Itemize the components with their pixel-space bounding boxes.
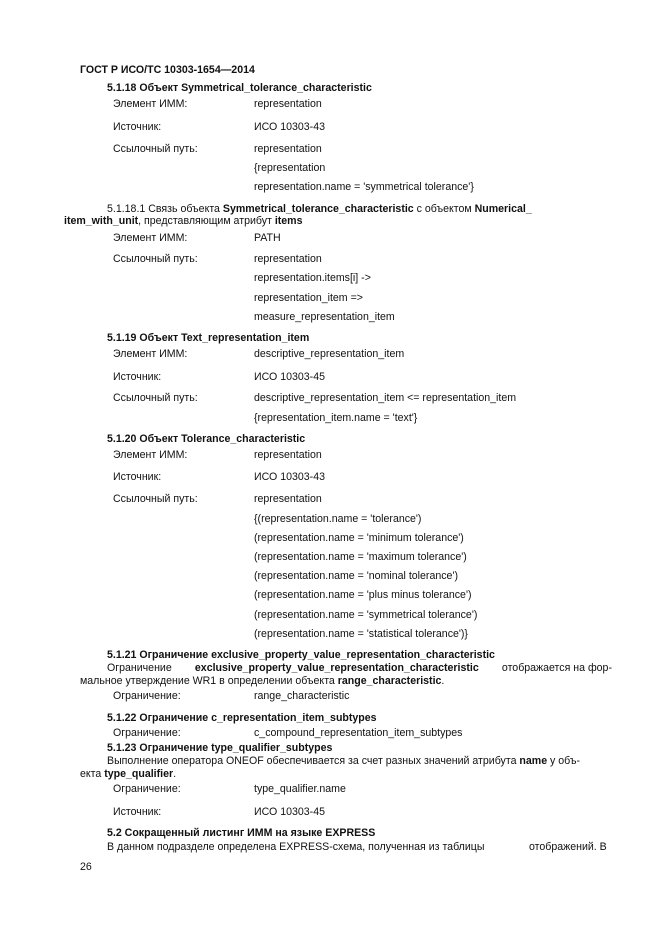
field-label: Ссылочный путь: [113,143,198,155]
field-label: Источник: [113,806,162,818]
field-value: ИСО 10303-45 [254,806,325,818]
page-number: 26 [80,861,92,873]
ref-path-line: measure_representation_item [254,311,395,323]
ref-path-line: representation.name = 'symmetrical tolerance'} [254,181,474,193]
ref-path-line: (representation.name = 'maximum tolerance') [254,551,467,563]
ref-path-line: representation [254,143,322,155]
field-value: type_qualifier.name [254,783,346,795]
ref-path-line: representation [254,253,322,265]
field-label: Элемент ИММ: [113,232,188,244]
paragraph-line [80,768,176,781]
field-label: Ограничение: [113,727,181,739]
field-label: Источник: [113,371,162,383]
field-label: Источник: [113,471,162,483]
paragraph-line [80,675,444,688]
section-heading-5-2: 5.2 Сокращенный листинг ИММ на языке EXPRESS [107,827,376,839]
field-label: Элемент ИММ: [113,449,188,461]
ref-path-line: (representation.name = 'statistical tolerance')} [254,628,468,640]
ref-path-line: (representation.name = 'nominal tolerance') [254,570,458,582]
ref-path-line: {representation_item.name = 'text'} [254,412,418,424]
para-text: Выполнение оператора ONEOF обеспечивается за счет разных значений атрибута [107,755,520,767]
field-label: Ссылочный путь: [113,392,198,404]
para-attribute: name [519,755,548,767]
field-value: PATH [254,232,281,244]
subsection-intro-cont [64,215,303,228]
para-entity: type_qualifier [104,768,174,780]
section-heading-5-1-19: 5.1.19 Объект Text_representation_item [107,332,310,344]
intro-text: 5.1.18.1 Связь объекта [107,203,223,215]
paragraph-line [107,755,580,768]
para-entity: range_characteristic [337,675,442,687]
section-heading-5-1-18: 5.1.18 Объект Symmetrical_tolerance_characteristic [107,82,372,94]
para-text: у объ- [547,755,581,767]
field-label: Источник: [113,121,162,133]
field-label: Элемент ИММ: [113,98,188,110]
para-text: . [441,675,445,687]
ref-path-line: (representation.name = 'minimum tolerance') [254,532,464,544]
document-header: ГОСТ Р ИСО/ТС 10303-1654—2014 [80,64,255,76]
field-value: representation [254,449,322,461]
section-heading-5-1-21: 5.1.21 Ограничение exclusive_property_value_representation_characteristic [107,649,495,661]
field-value: descriptive_representation_item [254,348,405,360]
intro-entity: Numerical_ [474,203,532,215]
intro-text: с объектом [413,203,475,215]
field-label: Ограничение: [113,690,181,702]
paragraph-line: отображений. В [529,841,607,853]
para-text: Ограничение [107,662,172,674]
ref-path-line: representation.items[i] -> [254,272,371,284]
para-text: мальное утверждение WR1 в определении объекта [80,675,338,687]
intro-entity: item_with_unit [64,215,139,227]
field-value: ИСО 10303-43 [254,471,325,483]
section-heading-5-1-22: 5.1.22 Ограничение c_representation_item_subtypes [107,712,377,724]
field-label: Ограничение: [113,783,181,795]
ref-path-line: descriptive_representation_item <= representation_item [254,392,517,404]
para-text: екта [80,768,105,780]
field-value: representation [254,98,322,110]
para-entity: exclusive_property_value_representation_characteristic [194,662,479,674]
paragraph-line: В данном подразделе определена EXPRESS-схема, полученная из таблицы [107,841,485,853]
field-label: Ссылочный путь: [113,493,198,505]
ref-path-line: representation [254,493,322,505]
section-heading-5-1-23: 5.1.23 Ограничение type_qualifier_subtypes [107,742,333,754]
field-label: Ссылочный путь: [113,253,198,265]
intro-text: , представляющим атрибут [138,215,275,227]
field-label: Элемент ИММ: [113,348,188,360]
intro-attribute: items [274,215,303,227]
field-value: range_characteristic [254,690,350,702]
ref-path-line: (representation.name = 'plus minus tolerance') [254,589,472,601]
ref-path-line: {(representation.name = 'tolerance') [254,513,422,525]
ref-path-line: {representation [254,162,326,174]
field-value: ИСО 10303-45 [254,371,325,383]
field-value: ИСО 10303-43 [254,121,325,133]
para-text: . [173,768,177,780]
para-text: отображается на фор- [501,662,612,674]
intro-entity: Symmetrical_tolerance_characteristic [222,203,414,215]
field-value: c_compound_representation_item_subtypes [254,727,463,739]
ref-path-line: representation_item => [254,292,363,304]
paragraph-line [107,662,612,675]
section-heading-5-1-20: 5.1.20 Объект Tolerance_characteristic [107,433,306,445]
ref-path-line: (representation.name = 'symmetrical tolerance') [254,609,478,621]
